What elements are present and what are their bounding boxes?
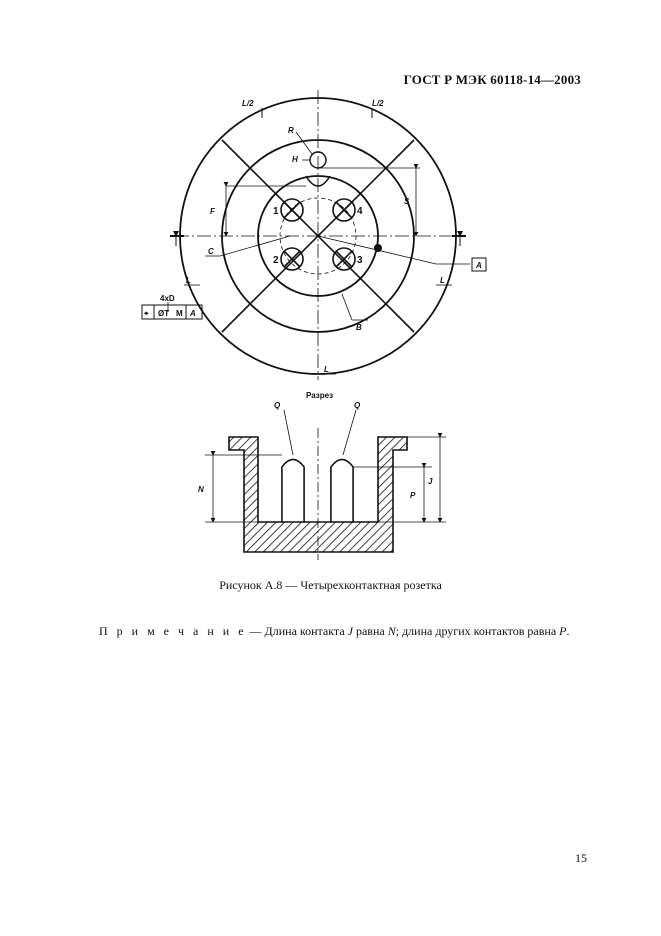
label-l-left: L <box>186 276 191 285</box>
note-var-j: J <box>347 624 353 638</box>
tolerance-value: ØT <box>158 309 170 318</box>
label-f: F <box>210 207 215 216</box>
note-var-n: N <box>387 624 396 638</box>
pin-3 <box>333 248 355 270</box>
label-b: B <box>356 323 362 332</box>
pin-label-1: 1 <box>273 206 279 217</box>
note-paragraph <box>99 624 570 639</box>
note-text-3: ; длина других контактов равна <box>395 624 560 638</box>
note-text-1: — Длина контакта <box>246 624 348 638</box>
pin-label-4: 4 <box>357 206 363 217</box>
figure-caption: Рисунок А.8 — Четырехконтактная розетка <box>219 578 442 592</box>
label-s: S <box>404 197 410 206</box>
label-h: H <box>292 155 298 164</box>
note-prefix: П р и м е ч а н и е <box>99 624 247 638</box>
label-j: J <box>428 477 433 486</box>
label-q-left: Q <box>274 401 281 410</box>
page-number: 15 <box>575 851 587 865</box>
label-q-right: Q <box>354 401 361 410</box>
label-l-bottom: L <box>324 365 329 374</box>
tolerance-count: 4xD <box>160 294 175 303</box>
document-header: ГОСТ Р МЭК 60118-14—2003 <box>403 72 581 87</box>
section-title: Разрез <box>306 391 334 400</box>
pin-cavity-right <box>331 460 353 523</box>
top-view <box>142 90 470 380</box>
note-text-4: . <box>566 624 570 638</box>
label-p: P <box>410 491 416 500</box>
label-r: R <box>288 126 294 135</box>
tolerance-modifier: M <box>176 309 183 318</box>
note-var-p: P <box>559 624 567 638</box>
pin-label-2: 2 <box>273 255 279 266</box>
section-view <box>205 410 446 560</box>
pin-1 <box>281 199 303 221</box>
label-c: C <box>208 247 214 256</box>
pin-label-3: 3 <box>357 255 363 266</box>
pin-2 <box>281 248 303 270</box>
label-l-half-left: L/2 <box>242 99 254 108</box>
label-a: A <box>476 261 482 270</box>
label-n: N <box>198 485 204 494</box>
pin-4 <box>333 199 355 221</box>
tolerance-position-symbol: ⌖ <box>144 309 149 318</box>
label-l-half-right: L/2 <box>372 99 384 108</box>
note-text-2: равна <box>352 624 388 638</box>
label-l-right: L <box>440 276 445 285</box>
pin-cavity-left <box>282 460 304 523</box>
tolerance-datum: A <box>190 309 196 318</box>
